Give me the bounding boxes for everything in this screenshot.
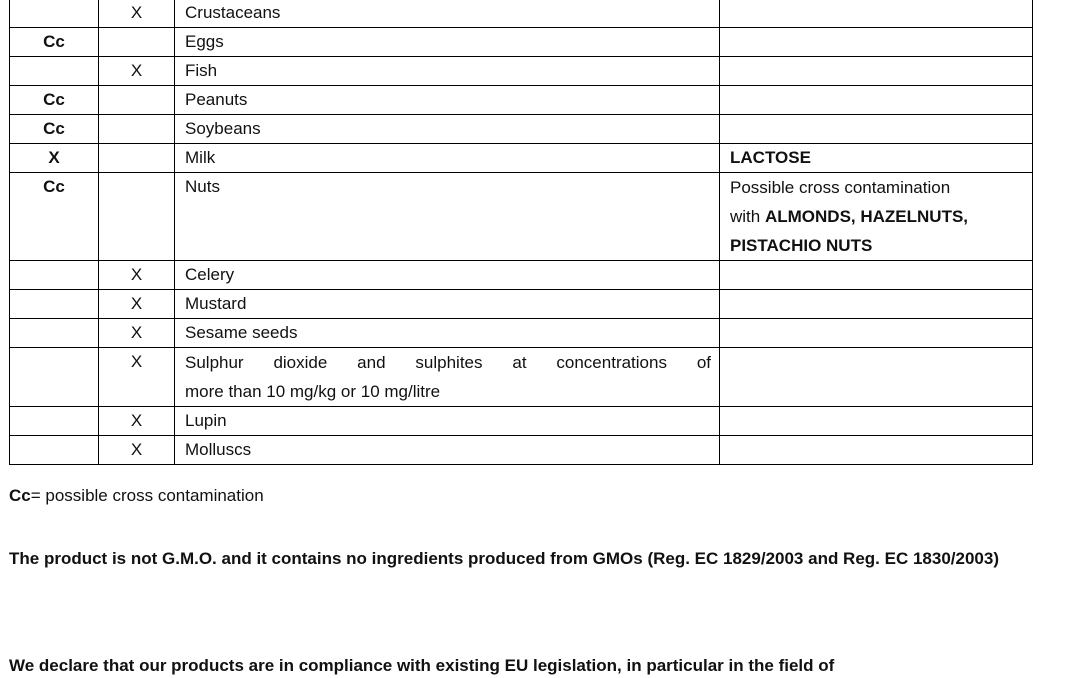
notes-cell [720, 0, 1033, 28]
allergen-line: Sulphur dioxide and sulphites at concentrations of [185, 353, 711, 372]
absent-cell [99, 86, 175, 115]
allergen-cell: Soybeans [175, 115, 720, 144]
absent-cell [99, 173, 175, 261]
table-row [10, 86, 1033, 115]
absent-cell: X [99, 407, 175, 436]
notes-cell [720, 436, 1033, 465]
allergen-line: more than 10 mg/kg or 10 mg/litre [185, 382, 441, 401]
legend-text: = possible cross contamination [30, 486, 264, 505]
table-row [10, 57, 1033, 86]
notes-cell [720, 407, 1033, 436]
table-row [10, 261, 1033, 290]
table-row [10, 319, 1033, 348]
contains-cell: Cc [10, 173, 99, 261]
table-row [10, 407, 1033, 436]
contains-cell [10, 407, 99, 436]
allergen-table [9, 0, 1033, 465]
allergen-cell: Lupin [175, 407, 720, 436]
notes-line [730, 202, 1032, 231]
allergen-cell: Fish [175, 57, 720, 86]
notes-bold-text: ALMONDS, HAZELNUTS, [764, 207, 969, 226]
contains-cell: X [10, 144, 99, 173]
table-row [10, 28, 1033, 57]
absent-cell: X [99, 348, 175, 407]
notes-cell [720, 28, 1033, 57]
notes-cell [720, 115, 1033, 144]
notes-bold-text: PISTACHIO NUTS [730, 236, 873, 255]
contains-cell: Cc [10, 115, 99, 144]
contains-cell [10, 261, 99, 290]
allergen-cell: Molluscs [175, 436, 720, 465]
absent-cell: X [99, 290, 175, 319]
legend [9, 486, 264, 506]
allergen-cell [175, 348, 720, 407]
notes-cell [720, 261, 1033, 290]
allergen-cell: Celery [175, 261, 720, 290]
notes-cell [720, 319, 1033, 348]
notes-cell [720, 57, 1033, 86]
compliance-statement: We declare that our products are in compliance with existing EU legislation, in particular in the field of [9, 656, 835, 675]
table-row [10, 290, 1033, 319]
contains-cell [10, 57, 99, 86]
notes-line: Possible cross contamination [730, 178, 951, 197]
table-row [10, 0, 1033, 28]
table-row [10, 436, 1033, 465]
notes-cell [720, 348, 1033, 407]
contains-cell: Cc [10, 86, 99, 115]
contains-cell [10, 0, 99, 28]
notes-cell [720, 290, 1033, 319]
notes-cell: LACTOSE [720, 144, 1033, 173]
absent-cell: X [99, 319, 175, 348]
notes-line [730, 231, 1032, 260]
contains-cell: Cc [10, 28, 99, 57]
table-row [10, 115, 1033, 144]
allergen-cell: Mustard [175, 290, 720, 319]
allergen-cell: Nuts [175, 173, 720, 261]
table-row [10, 173, 1033, 261]
absent-cell: X [99, 57, 175, 86]
allergen-cell: Milk [175, 144, 720, 173]
allergen-cell: Peanuts [175, 86, 720, 115]
contains-cell [10, 319, 99, 348]
table-row [10, 144, 1033, 173]
legend-key: Cc [9, 486, 31, 505]
absent-cell [99, 28, 175, 57]
absent-cell [99, 115, 175, 144]
contains-cell [10, 348, 99, 407]
allergen-cell: Crustaceans [175, 0, 720, 28]
contains-cell [10, 436, 99, 465]
absent-cell [99, 144, 175, 173]
notes-cell [720, 86, 1033, 115]
gmo-statement: The product is not G.M.O. and it contains no ingredients produced from GMOs (Reg. EC 1829/2003 and Reg. EC 1830/2003) [9, 549, 999, 568]
allergen-cell: Eggs [175, 28, 720, 57]
absent-cell: X [99, 0, 175, 28]
absent-cell: X [99, 261, 175, 290]
notes-text: with [730, 207, 765, 226]
contains-cell [10, 290, 99, 319]
absent-cell: X [99, 436, 175, 465]
allergen-cell: Sesame seeds [175, 319, 720, 348]
notes-cell [720, 173, 1033, 261]
table-row [10, 348, 1033, 407]
